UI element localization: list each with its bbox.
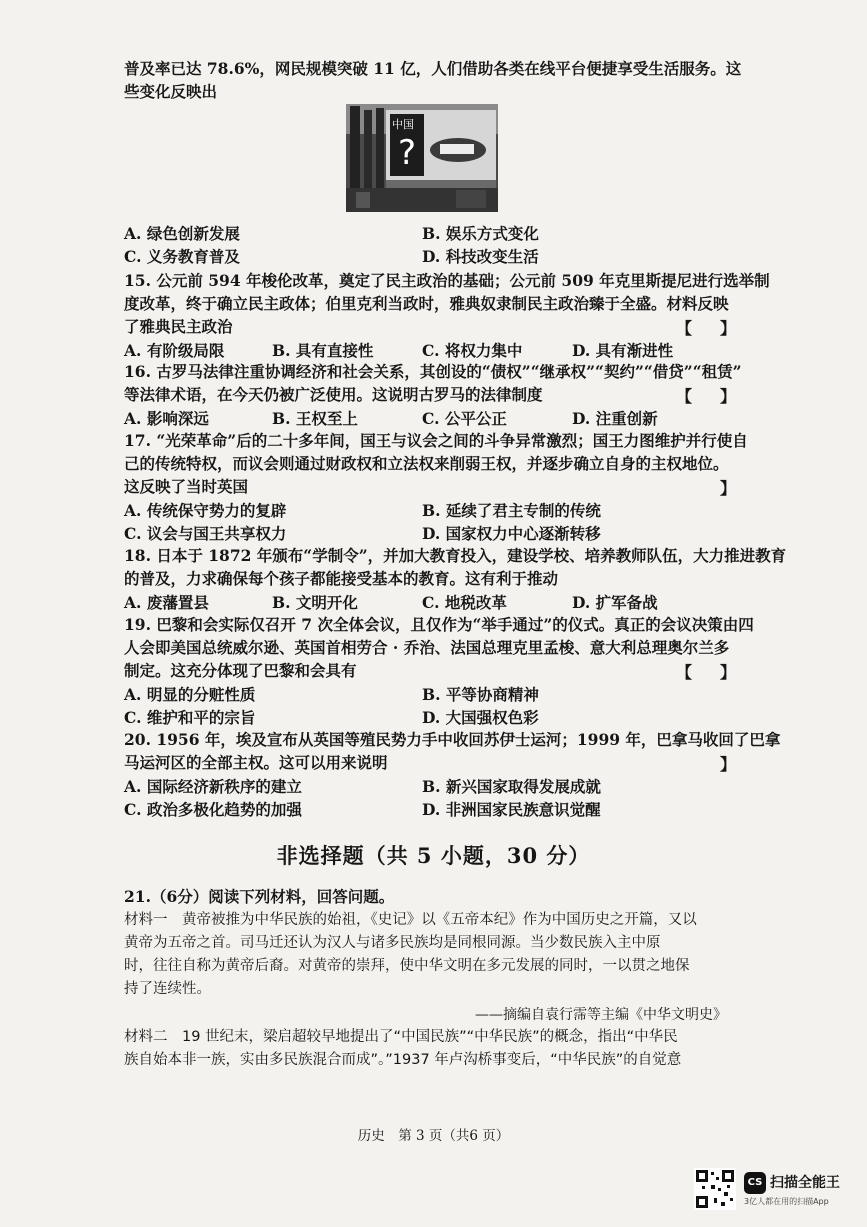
- q16-option-d: D. 注重创新: [572, 409, 658, 428]
- q21-material1-source: ——摘编自袁行霈等主编《中华文明史》: [475, 1007, 727, 1023]
- q15-bracket-right: 】: [720, 319, 737, 338]
- app-logo-icon: CS: [744, 1172, 766, 1194]
- billboard-text: 中国: [392, 118, 414, 131]
- q19-line1: 19. 巴黎和会实际仅召开 7 次全体会议，且仅作为“举手通过”的仪式。真正的会议决策由四: [124, 615, 754, 634]
- q20-bracket-right: 】: [720, 755, 737, 774]
- q15-line3: 了雅典民主政治: [124, 317, 233, 336]
- q14-option-b: B. 娱乐方式变化: [422, 224, 539, 243]
- q21-intro: 21.（6分）阅读下列材料，回答问题。: [124, 887, 395, 906]
- q19-option-b: B. 平等协商精神: [422, 685, 539, 704]
- q20-option-b: B. 新兴国家取得发展成就: [422, 777, 601, 796]
- q17-line2: 己的传统特权，而议会则通过财政权和立法权来削弱王权，并逐步确立自身的主权地位。: [124, 454, 729, 473]
- q17-bracket-right: 】: [720, 479, 737, 498]
- billboard-photo-icon: [346, 104, 498, 212]
- q19-option-d: D. 大国强权色彩: [422, 708, 539, 727]
- q21-material1-line1: 材料一 黄帝被推为中华民族的始祖，《史记》以《五帝本纪》作为中国历史之开篇，又以: [124, 912, 697, 928]
- q21-material2-line2: 族自始本非一族，实由多民族混合而成”。”1937 年卢沟桥事变后，“中华民族”的自觉意: [124, 1052, 682, 1068]
- q16-bracket-left: 【: [676, 387, 693, 406]
- q16-option-c: C. 公平公正: [422, 409, 507, 428]
- q21-material1-line4: 持了连续性。: [124, 981, 211, 997]
- q14-option-a: A. 绿色创新发展: [124, 224, 240, 243]
- q19-option-a: A. 明显的分赃性质: [124, 685, 256, 704]
- q16-option-a: A. 影响深远: [124, 409, 209, 428]
- q21-material1-line3: 时，往往自称为黄帝后裔。对黄帝的崇拜，使中华文明在多元发展的同时，一以贯之地保: [124, 958, 690, 974]
- q15-option-d: D. 具有渐进性: [572, 341, 674, 360]
- q20-option-c: C. 政治多极化趋势的加强: [124, 800, 302, 819]
- q19-line2: 人会即美国总统威尔逊、英国首相劳合 · 乔治、法国总理克里孟梭、意大利总理奥尔兰多: [124, 638, 730, 657]
- q19-bracket-right: 】: [720, 663, 737, 682]
- q17-line1: 17. “光荣革命”后的二十多年间，国王与议会之间的斗争异常激烈；国王力图维护并行使自: [124, 431, 748, 450]
- q18-option-d: D. 扩军备战: [572, 593, 658, 612]
- q17-option-d: D. 国家权力中心逐渐转移: [422, 524, 601, 543]
- app-slogan: 3亿人都在用的扫描App: [744, 1197, 829, 1206]
- q17-option-a: A. 传统保守势力的复辟: [124, 501, 287, 520]
- qr-code-icon: [694, 1168, 736, 1210]
- q19-option-c: C. 维护和平的宗旨: [124, 708, 256, 727]
- app-name: 扫描全能王: [770, 1175, 840, 1191]
- q20-option-d: D. 非洲国家民族意识觉醒: [422, 800, 601, 819]
- q15-option-a: A. 有阶级局限: [124, 341, 225, 360]
- q15-line1: 15. 公元前 594 年梭伦改革，奠定了民主政治的基础；公元前 509 年克里斯提尼进行选举制: [124, 271, 770, 290]
- q18-line1: 18. 日本于 1872 年颁布“学制令”，并加大教育投入，建设学校、培养教师队伍，大力推进教育: [124, 546, 787, 565]
- section-title: 非选择题（共 5 小题，30 分）: [276, 843, 591, 868]
- q14-photo: [346, 104, 498, 212]
- svg-text:?: ?: [398, 133, 417, 173]
- q18-line2: 的普及，力求确保每个孩子都能接受基本的教育。这有利于推动: [124, 569, 559, 588]
- q16-line1: 16. 古罗马法律注重协调经济和社会关系，其创设的“债权”“继承权”“契约”“借贷”“租赁”: [124, 362, 742, 381]
- q18-option-a: A. 废藩置县: [124, 593, 209, 612]
- page-footer: 历史 第 3 页（共6 页）: [357, 1128, 510, 1144]
- q17-option-b: B. 延续了君主专制的传统: [422, 501, 601, 520]
- q14-option-c: C. 义务教育普及: [124, 247, 240, 266]
- q18-option-b: B. 文明开化: [272, 593, 358, 612]
- q17-line3: 这反映了当时英国: [124, 477, 249, 496]
- q15-line2: 度改革，终于确立民主政体；伯里克利当政时，雅典奴隶制民主政治臻于全盛。材料反映: [124, 294, 729, 313]
- q19-bracket-left: 【: [676, 663, 693, 682]
- q15-option-c: C. 将权力集中: [422, 341, 523, 360]
- q15-option-b: B. 具有直接性: [272, 341, 374, 360]
- q19-line3: 制定。这充分体现了巴黎和会具有: [124, 661, 357, 680]
- q16-option-b: B. 王权至上: [272, 409, 358, 428]
- q16-line2: 等法律术语，在今天仍被广泛使用。这说明古罗马的法律制度: [124, 385, 543, 404]
- q16-bracket-right: 】: [720, 387, 737, 406]
- q20-line2: 马运河区的全部主权。这可以用来说明: [124, 753, 388, 772]
- q15-bracket-left: 【: [676, 319, 693, 338]
- q21-material2-line1: 材料二 19 世纪末，梁启超较早地提出了“中国民族”“中华民族”的概念，指出“中华民: [124, 1029, 678, 1045]
- q18-option-c: C. 地税改革: [422, 593, 507, 612]
- q14-line1: 普及率已达 78.6%，网民规模突破 11 亿，人们借助各类在线平台便捷享受生活服务。这: [124, 59, 742, 78]
- q14-line2: 些变化反映出: [124, 82, 218, 101]
- q20-option-a: A. 国际经济新秩序的建立: [124, 777, 302, 796]
- q21-material1-line2: 黄帝为五帝之首。司马迁还认为汉人与诸多民族均是同根同源。当少数民族入主中原: [124, 935, 661, 951]
- q20-line1: 20. 1956 年，埃及宣布从英国等殖民势力手中收回苏伊士运河；1999 年，巴拿马收回了巴拿: [124, 730, 781, 749]
- q17-option-c: C. 议会与国王共享权力: [124, 524, 287, 543]
- q14-option-d: D. 科技改变生活: [422, 247, 539, 266]
